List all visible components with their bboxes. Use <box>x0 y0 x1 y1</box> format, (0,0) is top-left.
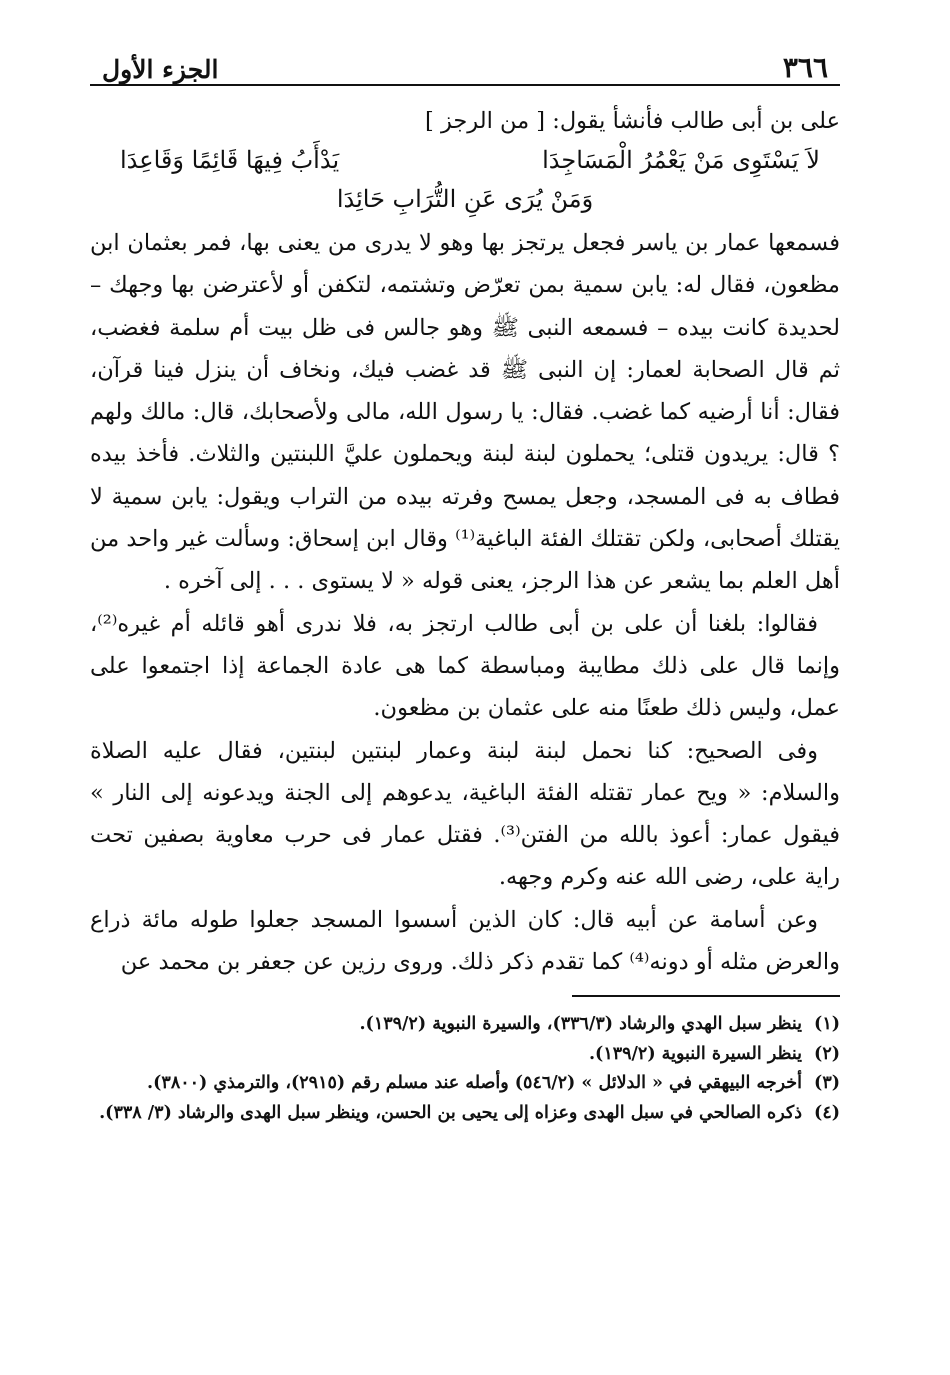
footnote-number: (٣) <box>814 1073 840 1094</box>
footnote <box>90 1070 840 1098</box>
main-text <box>90 102 840 983</box>
page-header <box>90 38 840 86</box>
intro-line: على بن أبى طالب فأنشأ يقول: [ من الرجز ] <box>425 108 840 134</box>
footnote <box>90 1100 840 1128</box>
verse-hemistich-right: لاَ يَسْتَوِى مَنْ يَعْمُرُ الْمَسَاجِدَا <box>542 146 820 174</box>
footnote-number: (٢) <box>814 1043 840 1064</box>
footnote-text: ينظر سبل الهدي والرشاد (٣٣٦/٣)، والسيرة النبوية (١٣٩/٢). <box>359 1014 802 1035</box>
footnote-separator <box>572 995 840 997</box>
paragraph-2: فقالوا: بلغنا أن على بن أبى طالب ارتجز به، فلا ندرى أهو قائله أم غيره⁽²⁾، وإنما قال على ذلك مطايبة ومباسطة كما هى عادة الجماعة إذا اجتمعوا على عمل، وليس ذلك طعنًا منه على عثمان بن مظعون. <box>90 610 840 722</box>
verse-hemistich-left: يَدْأَبُ فِيهَا قَائِمًا وَقَاعِدَا <box>120 146 340 174</box>
footnote-text: أخرجه البيهقي في « الدلائل » (٥٤٦/٢) وأصله عند مسلم رقم (٢٩١٥)، والترمذي (٣٨٠٠). <box>147 1073 802 1094</box>
footnote-number: (٤) <box>814 1102 840 1123</box>
paragraph-3: وفى الصحيح: كنا نحمل لبنة لبنة وعمار لبنتين لبنتين، فقال عليه الصلاة والسلام: « ويح عمار تقتله الفئة الباغية، يدعوهم إلى الجنة ويدعونه إلى النار » فيقول عمار: أعوذ بالله من الفتن⁽³⁾. فقتل عمار فى حرب معاوية بصفين تحت راية على، رضى الله عنه وكرم وجهه. <box>90 737 840 891</box>
footnote-text: ذكره الصالحي في سبل الهدى وعزاه إلى يحيى بن الحسن، وينظر سبل الهدى والرشاد (٣/ ٣٣٨). <box>99 1102 802 1123</box>
footnote-text: ينظر السيرة النبوية (١٣٩/٢). <box>588 1043 802 1064</box>
footnote <box>90 1011 840 1039</box>
verse-line-1 <box>90 140 840 180</box>
verse-line-2: وَمَنْ يُرَى عَنِ التُّرَابِ حَائِدَا <box>336 185 594 213</box>
footnote-number: (١) <box>814 1014 840 1035</box>
paragraph-4: وعن أسامة عن أبيه قال: كان الذين أسسوا المسجد جعلوا طوله مائة ذراع والعرض مثله أو دونه⁽⁴⁾ كما تقدم ذكر ذلك. وروى رزين عن جعفر بن محمد عن <box>90 906 840 976</box>
page-number: ٣٦٦ <box>782 51 828 84</box>
book-page <box>90 38 840 1129</box>
footnote <box>90 1041 840 1069</box>
footnotes <box>90 1011 840 1127</box>
section-title: الجزء الأول <box>102 55 219 84</box>
paragraph-1: فسمعها عمار بن ياسر فجعل يرتجز بها وهو لا يدرى من يعنى بها، فمر بعثمان ابن مظعون، فقال له: يابن سمية بمن تعرّض وتشتمه، لتكفن أو لأعترضن بها وجهك – لحديدة كانت بيده – فسمعه النبى ﷺ وهو جالس فى ظل بيت أم سلمة فغضب، ثم قال الصحابة لعمار: إن النبى ﷺ قد غضب فيك، ونخاف أن ينزل فينا قرآن، فقال: أنا أرضيه كما غضب. فقال: يا رسول الله، مالى ولأصحابك، قال: مالك ولهم ؟ قال: يريدون قتلى؛ يحملون لبنة لبنة ويحملون عليَّ اللبنتين والثلاث. فأخذ بيده فطاف به فى المسجد، وجعل يمسح وفرته بيده من التراب ويقول: يابن سمية لا يقتلك أصحابى، ولكن تقتلك الفئة الباغية⁽¹⁾ وقال ابن إسحاق: وسألت غير واحد من أهل العلم بما يشعر عن هذا الرجز، يعنى قوله « لا يستوى . . . إلى آخره . <box>90 230 840 595</box>
